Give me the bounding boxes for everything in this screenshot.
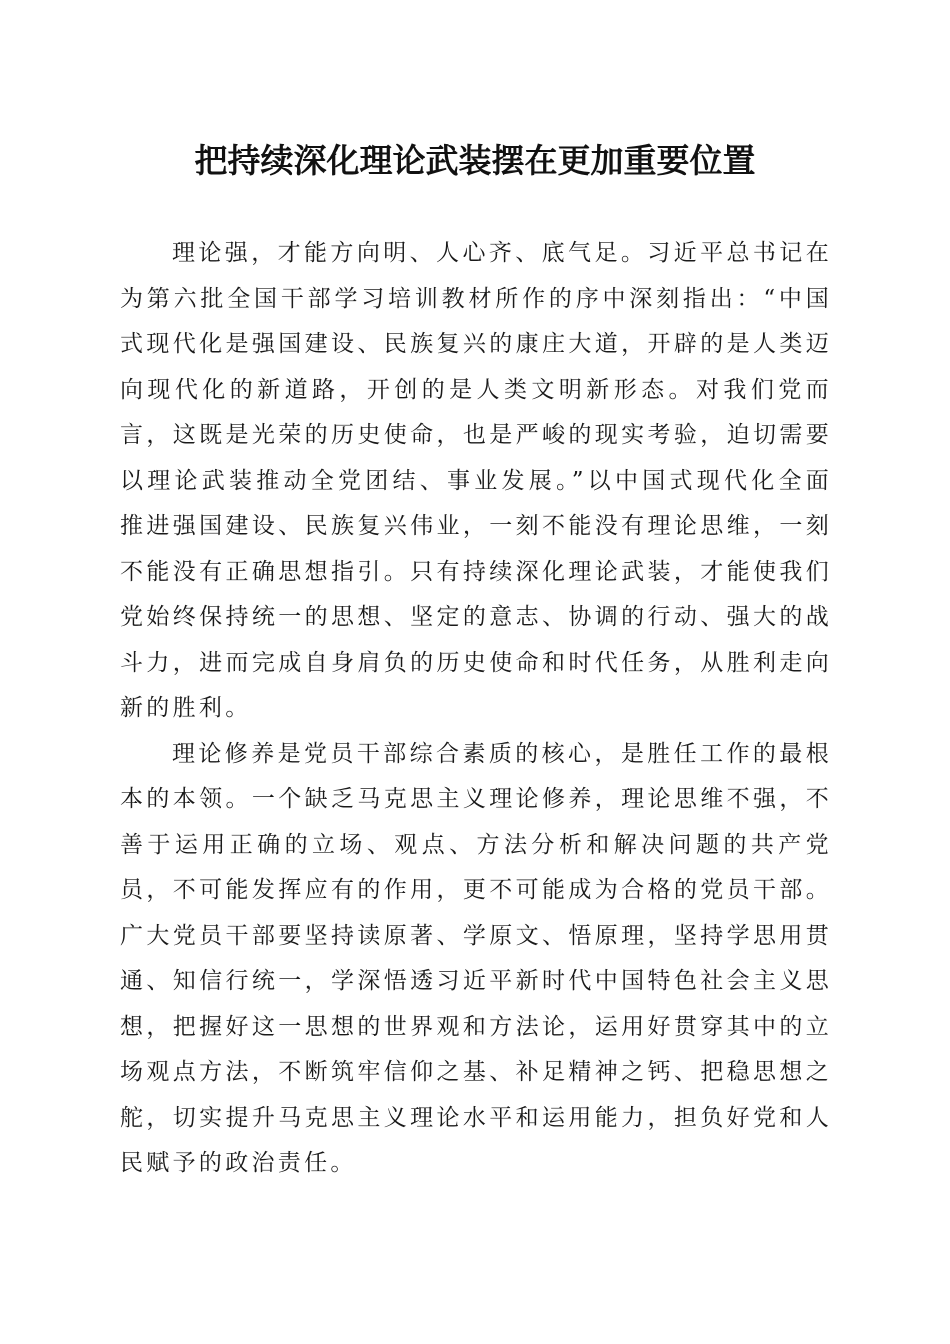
document-title: 把持续深化理论武装摆在更加重要位置 bbox=[194, 141, 756, 180]
paragraph-1: 理论强，才能方向明、人心齐、底气足。习近平总书记在为第六批全国干部学习培训教材所作的序中深刻指出：“中国式现代化是强国建设、民族复兴的康庄大道，开辟的是人类迈向现代化的新道路，开创的是人类文明新形态。对我们党而言，这既是光荣的历史使命，也是严峻的现实考验，迫切需要以理论武装推动全党团结、事业发展。”以中国式现代化全面推进强国建设、民族复兴伟业，一刻不能没有理论思维，一刻不能没有正确思想指引。只有持续深化理论武装，才能使我们党始终保持统一的思想、坚定的意志、协调的行动、强大的战斗力，进而完成自身肩负的历史使命和时代任务，从胜利走向新的胜利。 bbox=[120, 240, 832, 721]
paragraph-2: 理论修养是党员干部综合素质的核心，是胜任工作的最根本的本领。一个缺乏马克思主义理论修养，理论思维不强，不善于运用正确的立场、观点、方法分析和解决问题的共产党员，不可能发挥应有的作用，更不可能成为合格的党员干部。广大党员干部要坚持读原著、学原文、悟原理，坚持学思用贯通、知信行统一，学深悟透习近平新时代中国特色社会主义思想，把握好这一思想的世界观和方法论，运用好贯穿其中的立场观点方法，不断筑牢信仰之基、补足精神之钙、把稳思想之舵，切实提升马克思主义理论水平和运用能力，担负好党和人民赋予的政治责任。 bbox=[120, 740, 832, 1176]
document-body bbox=[120, 231, 832, 1187]
